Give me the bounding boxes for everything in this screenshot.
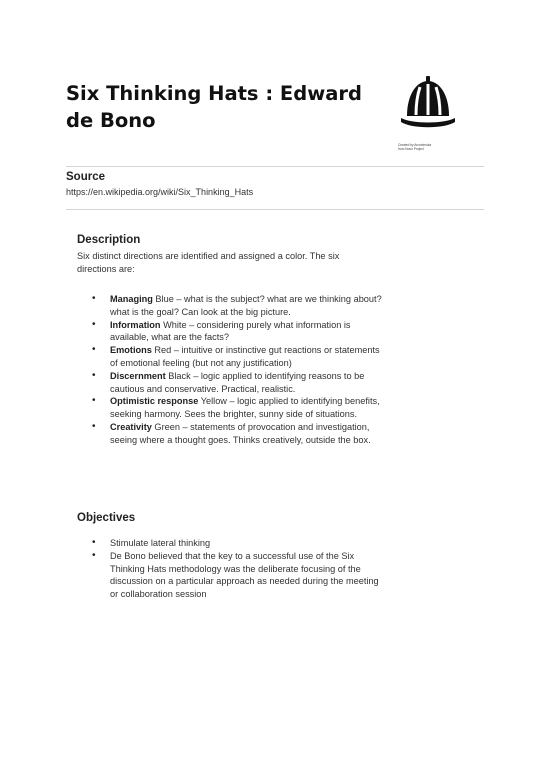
hard-hat-icon — [398, 72, 458, 132]
divider — [66, 166, 484, 167]
list-item: • Emotions Red – intuitive or instinctive gut reactions or statements of emotional feeling (but not any justification) — [92, 344, 382, 370]
description-heading: Description — [77, 234, 141, 246]
list-item: • Stimulate lateral thinking — [92, 537, 388, 550]
source-url[interactable]: https://en.wikipedia.org/wiki/Six_Thinking_Hats — [66, 187, 254, 197]
list-item: • Creativity Green – statements of provocation and investigation, seeing where a thought goes. Thinks creatively, outside the box. — [92, 421, 382, 447]
list-item: • Optimistic response Yellow – logic applied to identifying benefits, seeking harmony. Sees the brighter, sunny side of situations. — [92, 395, 382, 421]
description-list — [92, 293, 382, 447]
objectives-heading: Objectives — [77, 512, 136, 524]
list-item: • Managing Blue – what is the subject? what are we thinking about? what is the goal? Can look at the big picture. — [92, 293, 382, 319]
divider — [66, 209, 484, 210]
objectives-list — [92, 537, 388, 601]
source-heading: Source — [66, 171, 105, 183]
list-item: • Discernment Black – logic applied to identifying reasons to be cautious and conservative. Practical, realistic. — [92, 370, 382, 396]
document-title: Six Thinking Hats : Edward de Bono — [66, 82, 362, 132]
list-item: • Information White – considering purely what information is available, what are the facts? — [92, 319, 382, 345]
list-item: • De Bono believed that the key to a successful use of the Six Thinking Hats methodology was the deliberate focusing of the discussion on a particular approach as needed during the meeting or collaboration session — [92, 550, 388, 601]
description-intro: Six distinct directions are identified and assigned a color. The six directions are: — [77, 251, 340, 274]
icon-credit: Created by Anomimoka from Noun Project — [398, 143, 432, 151]
